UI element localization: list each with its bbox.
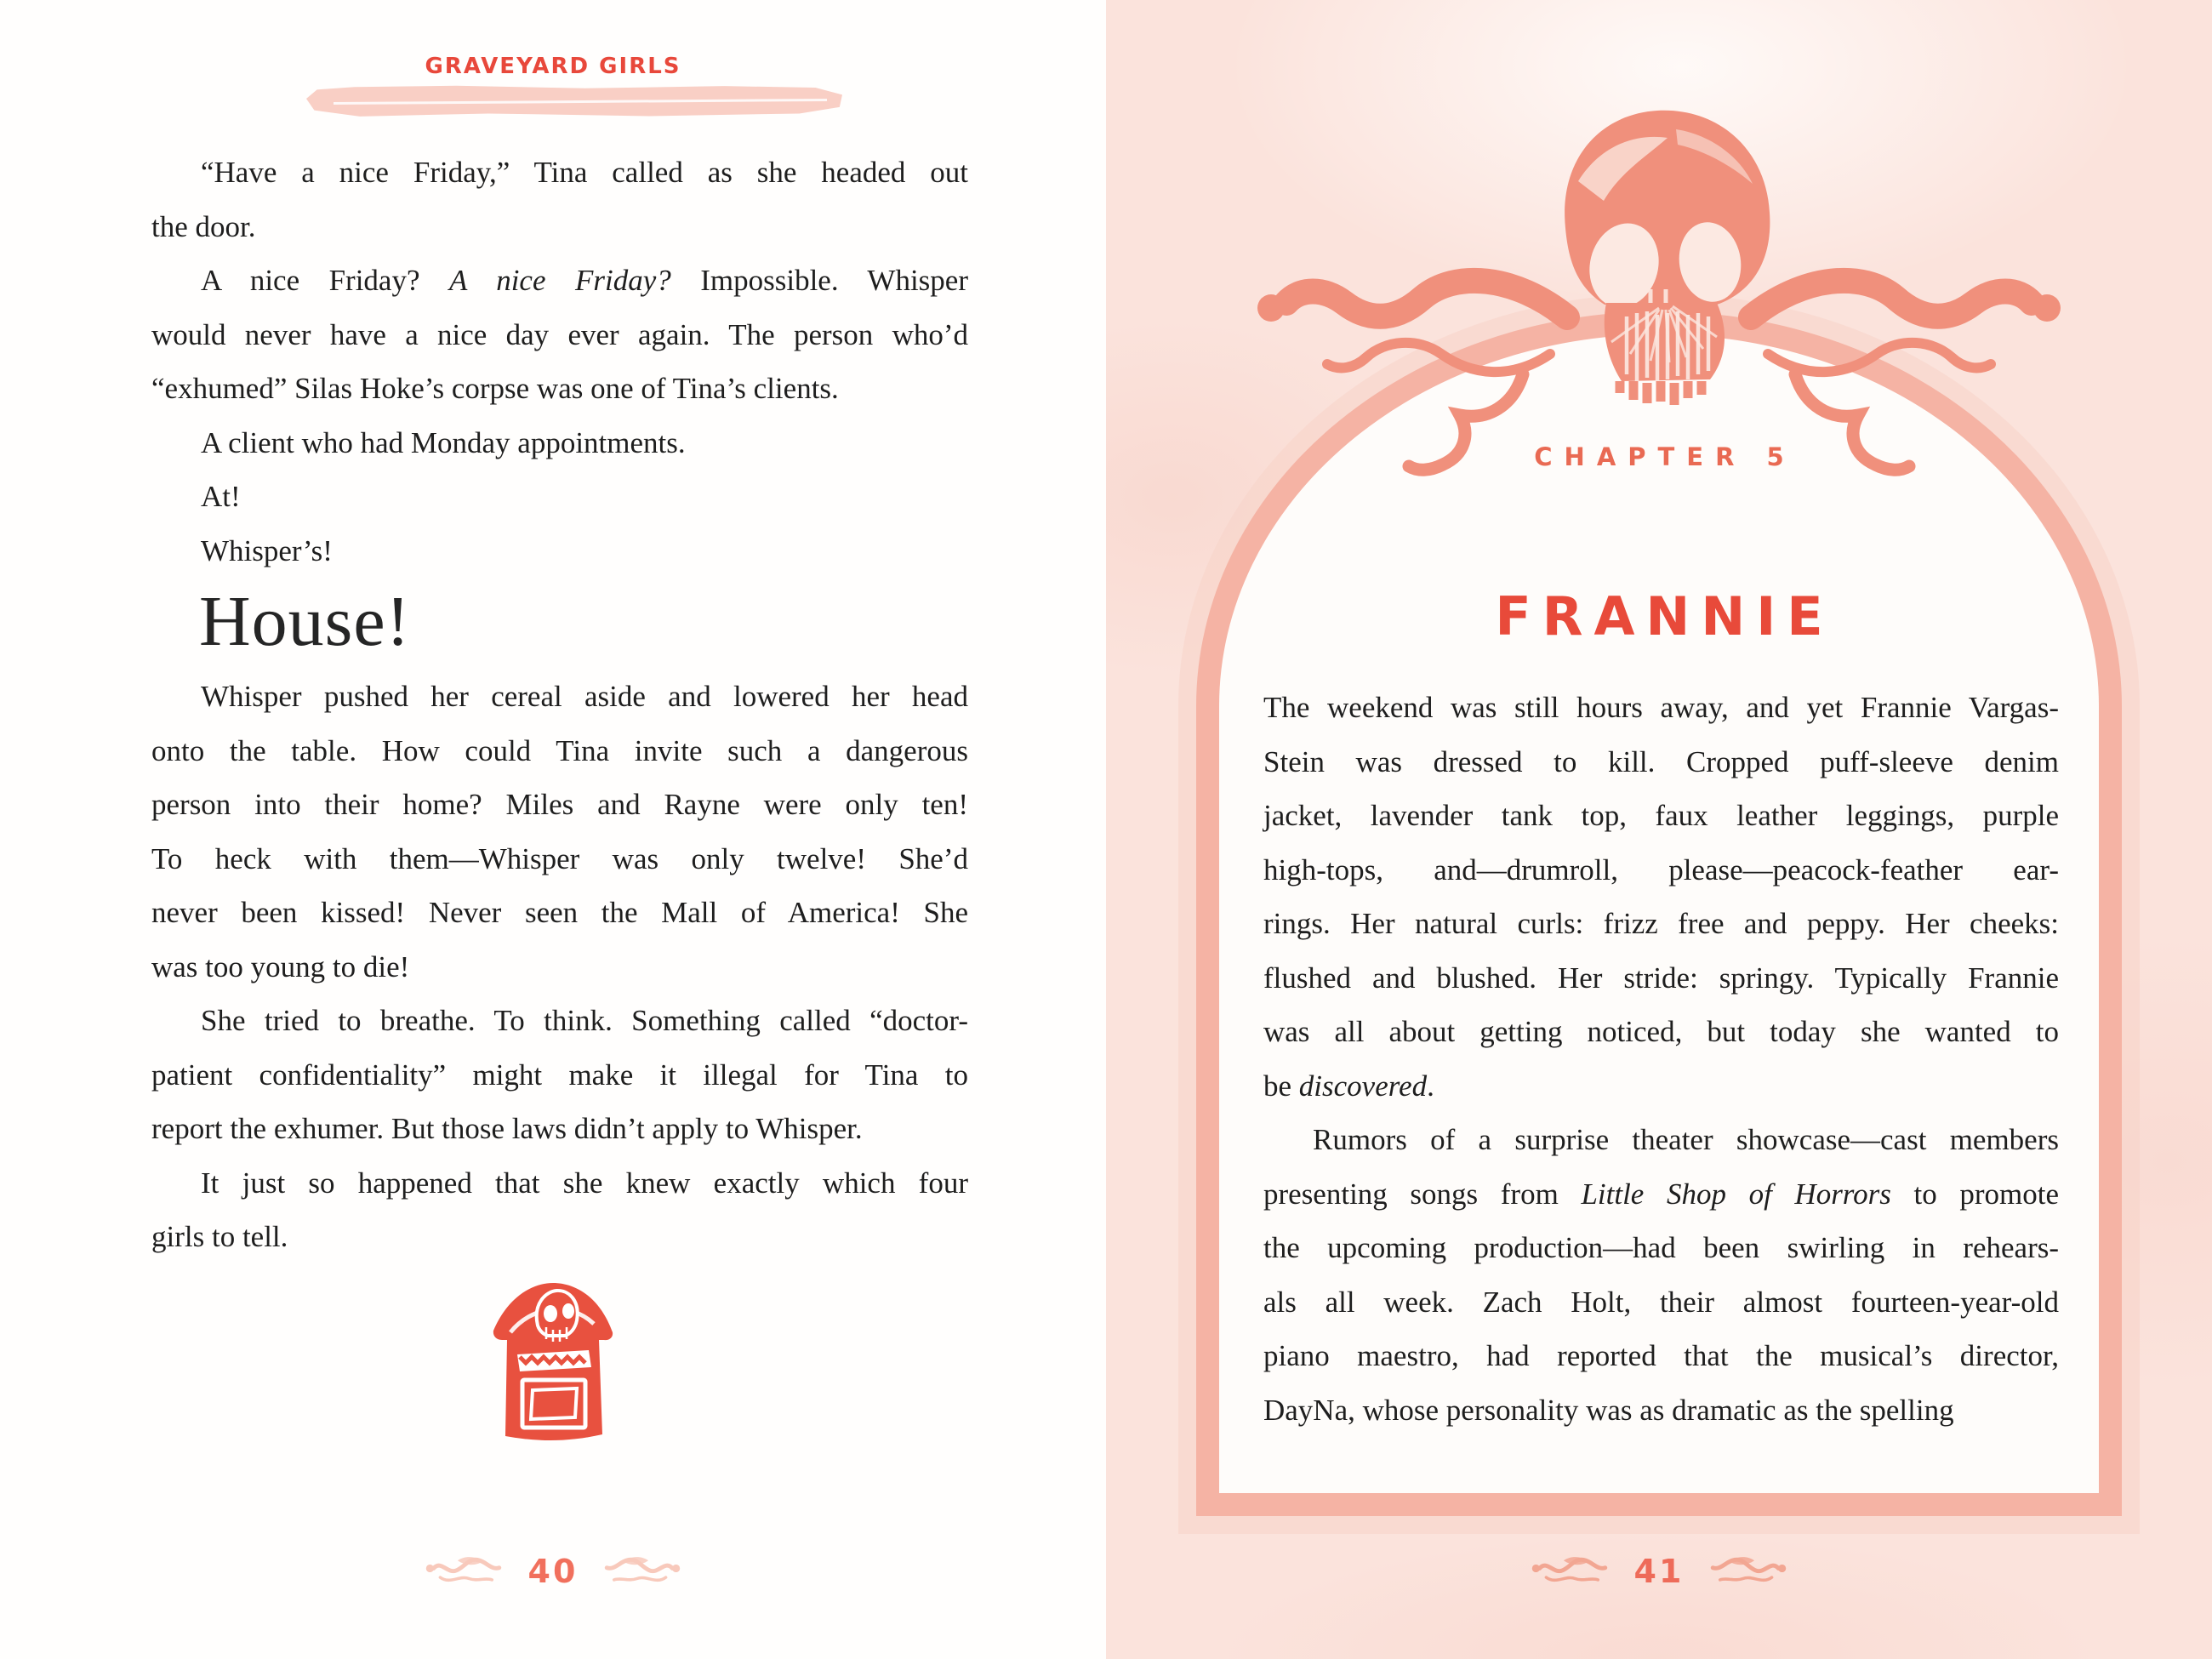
paragraph <box>1263 681 2059 1113</box>
left-page-text <box>151 145 968 1264</box>
page-number: 41 <box>1633 1553 1685 1590</box>
text-line: “exhumed” Silas Hoke’s corpse was one of Tina’s clients. <box>151 372 839 405</box>
text-line: report the exhumer. But those laws didn’t apply to Whisper. <box>151 1112 863 1145</box>
chapter-opening-text <box>1263 681 2059 1437</box>
text-line: never been kissed! Never seen the Mall of America! She <box>151 896 968 929</box>
text-line: the upcoming production—had been swirling in rehears- <box>1263 1231 2059 1264</box>
text-line: “Have a nice Friday,” Tina called as she headed out <box>201 156 968 189</box>
text-line: be discovered. <box>1263 1069 1434 1103</box>
text-line: flushed and blushed. Her stride: springy. Typically Frannie <box>1263 961 2059 995</box>
text-line: Whisper pushed her cereal aside and lowered her head <box>201 680 968 713</box>
paragraph <box>151 470 968 524</box>
wave-flourish-icon <box>1709 1552 1787 1591</box>
paragraph <box>151 994 968 1156</box>
text-line: would never have a nice day ever again. The person who’d <box>151 317 968 351</box>
text-line: was all about getting noticed, but today she wanted to <box>1263 1015 2059 1048</box>
chapter-number-label: CHAPTER 5 <box>1534 442 1796 471</box>
text-line: To heck with them—Whisper was only twelve! She’d <box>151 841 968 875</box>
text-line: jacket, lavender tank top, faux leather leggings, purple <box>1263 799 2059 832</box>
right-page-footer <box>1106 1542 2212 1601</box>
text-line: als all week. Zach Holt, their almost fourteen-year-old <box>1263 1285 2059 1319</box>
paragraph <box>151 416 968 470</box>
page-number: 40 <box>527 1553 579 1590</box>
text-line: piano maestro, had reported that the musical’s director, <box>1263 1339 2059 1372</box>
text-line: Rumors of a surprise theater showcase—cast members <box>1313 1123 2059 1156</box>
text-line: girls to tell. <box>151 1220 288 1253</box>
running-head: GRAVEYARD GIRLS <box>425 54 681 79</box>
text-line: DayNa, whose personality was as dramatic as the spelling <box>1263 1393 1954 1427</box>
paragraph <box>151 670 968 994</box>
text-line: It just so happened that she knew exactly which four <box>201 1166 968 1200</box>
paragraph <box>151 254 968 416</box>
text-line: A nice Friday? A nice Friday? Impossible. Whisper <box>201 264 968 297</box>
text-line: At! <box>201 480 241 513</box>
skull-mailbox-stamp-icon <box>487 1276 619 1446</box>
text-line: The weekend was still hours away, and yet Frannie Vargas- <box>1263 691 2059 724</box>
text-line: Stein was dressed to kill. Cropped puff-sleeve denim <box>1263 744 2059 778</box>
text-line: patient confidentiality” might make it illegal for Tina to <box>151 1058 968 1092</box>
skull-crest-icon <box>1157 100 2161 492</box>
brush-stroke-underline-icon <box>306 85 842 117</box>
text-line: person into their home? Miles and Rayne were only ten! <box>151 788 968 821</box>
right-page <box>1106 0 2212 1659</box>
paragraph <box>151 145 968 254</box>
chapter-title: FRANNIE <box>1495 585 1834 647</box>
left-page-footer <box>0 1542 1106 1601</box>
text-line: House! <box>199 582 411 661</box>
text-line: was too young to die! <box>151 949 410 983</box>
text-line: Whisper’s! <box>201 533 333 567</box>
text-line: A client who had Monday appointments. <box>201 425 686 459</box>
text-line: She tried to breathe. To think. Something called “doctor- <box>201 1004 968 1037</box>
text-line: high-tops, and—drumroll, please—peacock-feather ear- <box>1263 852 2059 887</box>
wave-flourish-icon <box>603 1552 681 1591</box>
paragraph <box>151 1156 968 1264</box>
wave-flourish-icon <box>1531 1552 1609 1591</box>
text-line: the door. <box>151 209 256 243</box>
display-line <box>151 578 968 670</box>
wave-flourish-icon <box>425 1552 503 1591</box>
text-line: rings. Her natural curls: frizz free and peppy. Her cheeks: <box>1263 907 2059 940</box>
paragraph <box>151 524 968 579</box>
paragraph <box>1263 1113 2059 1437</box>
text-line: presenting songs from Little Shop of Horrors to promote <box>1263 1177 2059 1211</box>
text-line: onto the table. How could Tina invite such a dangerous <box>151 733 968 767</box>
